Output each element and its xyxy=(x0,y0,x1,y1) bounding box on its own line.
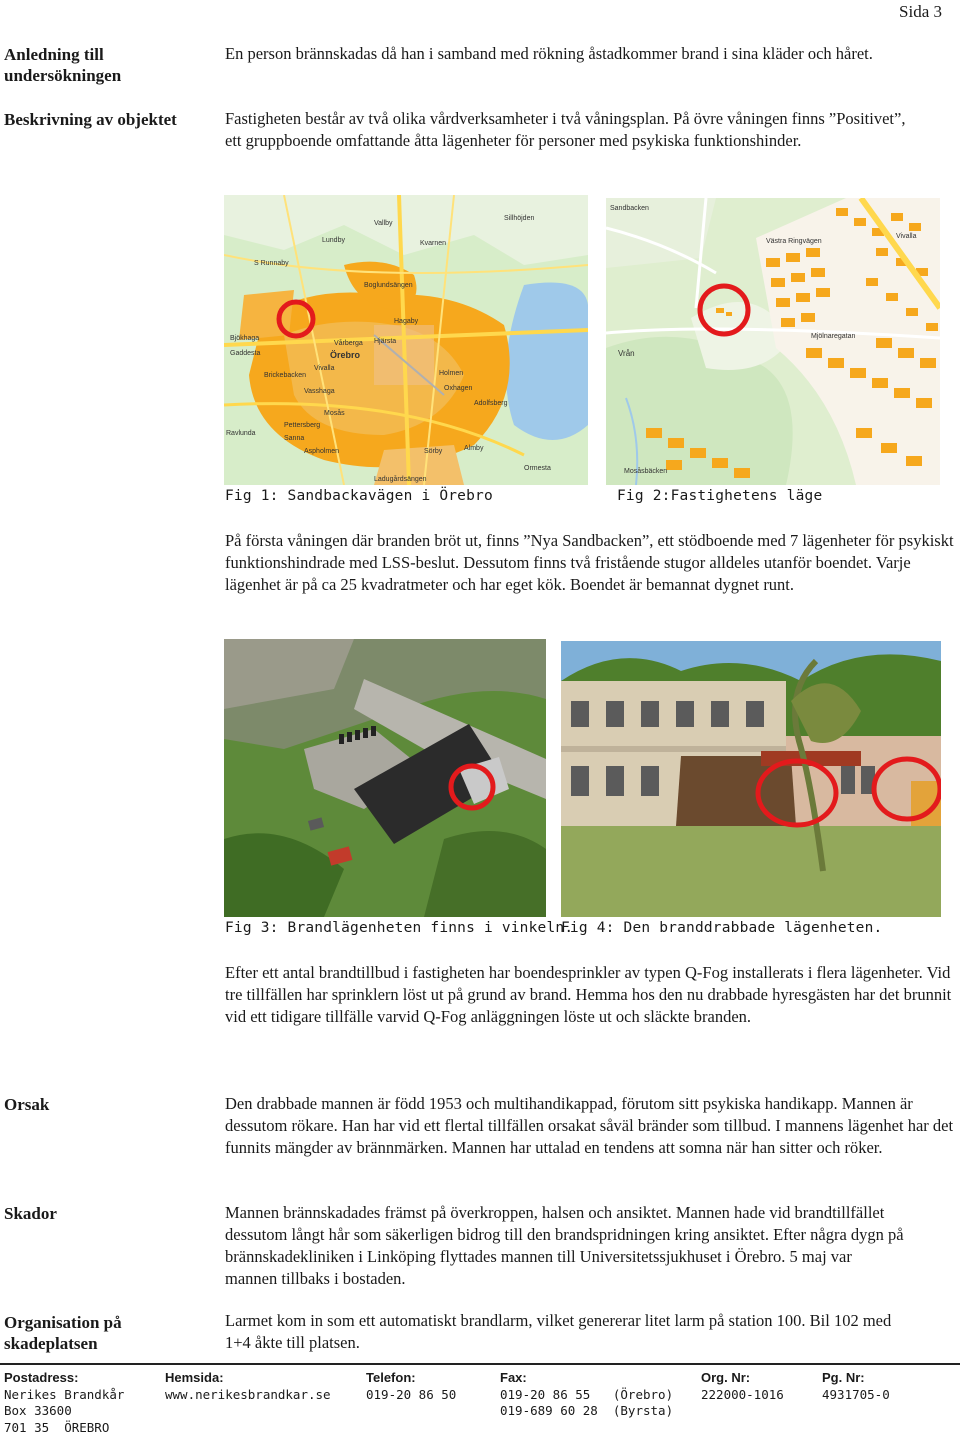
map-label: S Runnaby xyxy=(254,260,289,267)
map-label: Vårberga xyxy=(334,340,363,347)
map-label: Pettersberg xyxy=(284,422,321,429)
map-label: Mosåsbäcken xyxy=(624,468,668,475)
text-object-2: På första våningen där branden bröt ut, finns ”Nya Sandbacken”, ett stödboende med 7 lägenheter för psykiskt funktionshindrade med LSS-beslut. Dessutom finns två fristående stugor alldeles utanför boendet. Varje lägenhet är på ca 25 kvadratmeter och har eget kök. Boendet är bemannat dygnet runt. xyxy=(225,531,954,594)
map-label: Boglundsängen xyxy=(364,282,413,289)
label-organisation: Organisation på skadeplatsen xyxy=(4,1313,122,1353)
map-label: Oxhagen xyxy=(444,385,473,392)
map-label: Vasshaga xyxy=(304,388,335,395)
footer-web-label: Hemsida: xyxy=(165,1370,224,1385)
footer-postal-line: Box 33600 xyxy=(4,1403,72,1418)
map-label: Sandbacken xyxy=(610,205,649,212)
footer-phone-label: Telefon: xyxy=(366,1370,416,1385)
location-map-graphic xyxy=(606,198,940,485)
text-object-1: Fastigheten består av två olika vårdverksamheter i två våningsplan. På övre våningen finns ”Positivet”, ett gruppboende omfattande åtta lägenheter för personer med psykiska funktionshinder. xyxy=(225,109,906,150)
text-organisation: Larmet kom in som ett automatiskt brandlarm, vilket genererar litet larm på station 100. Bil 102 med 1+4 åkte till platsen. xyxy=(225,1311,892,1352)
footer-fax-line: 019-689 60 28 (Byrsta) xyxy=(500,1403,674,1418)
footer-fax xyxy=(500,1370,673,1420)
map-label: Västra Ringvägen xyxy=(766,238,822,245)
caption-fig3: Fig 3: Brandlägenheten finns i vinkeln. xyxy=(225,920,574,936)
map-label: Ravlunda xyxy=(226,430,256,437)
text-damage: Mannen brännskadades främst på överkroppen, halsen och ansiktet. Mannen hade vid brandtillfället dessutom långt hår som säkerligen bidrog till den brandspridningen kring ansiktet. Efter några dygn på brännskadekliniken i Linköping flyttades mannen till Universitetssjukhuset i Örebro. 5 maj var mannen tillbaks i bostaden. xyxy=(225,1203,904,1288)
caption-fig4: Fig 4: Den branddrabbade lägenheten. xyxy=(561,920,883,936)
figure-1-city-map xyxy=(224,195,588,485)
map-label: Hagaby xyxy=(394,318,419,325)
map-label: Mosås xyxy=(324,410,345,417)
map-label: Kvarnen xyxy=(420,240,447,247)
text-object-3: Efter ett antal brandtillbud i fastigheten har boendesprinkler av typen Q-Fog installerats i flera lägenheter. Vid tre tillfällen har sprinklern löst ut på grund av brand. Hemma hos den nu drabbade hyresgästen har det brunnit vid ett tidigare tillfälle varvid Q-Fog anläggningen löste ut och släckte branden. xyxy=(225,963,952,1026)
map-label: Brickebacken xyxy=(264,372,307,379)
map-label: Bjökhaga xyxy=(230,335,260,342)
map-label: Ladugårdsängen xyxy=(374,476,427,483)
label-object: Beskrivning av objektet xyxy=(4,110,177,129)
map-label: Örebro xyxy=(330,350,361,360)
map-label: Vivalla xyxy=(896,233,917,240)
caption-fig2: Fig 2:Fastighetens läge xyxy=(617,488,823,504)
figure-3-aerial-photo xyxy=(224,639,546,917)
text-intro: En person brännskadas då han i samband med rökning åstadkommer brand i sina kläder och håret. xyxy=(225,44,873,63)
footer-postal-label: Postadress: xyxy=(4,1370,79,1385)
label-intro: Anledning till undersökningen xyxy=(4,45,122,85)
label-cause: Orsak xyxy=(4,1095,50,1114)
label-damage: Skador xyxy=(4,1204,57,1223)
footer-postal-line: Nerikes Brandkår xyxy=(4,1386,125,1402)
map-label: Vivalla xyxy=(314,365,335,372)
map-label: Lundby xyxy=(322,237,345,244)
figure-2-location-map xyxy=(606,198,940,485)
figure-4-building-photo xyxy=(561,641,941,917)
map-label: Mjölnaregatan xyxy=(811,333,856,340)
city-map-graphic xyxy=(224,195,588,485)
footer-pg xyxy=(822,1370,890,1403)
map-label: Sillhöjden xyxy=(504,215,535,222)
footer-org-label: Org. Nr: xyxy=(701,1370,751,1385)
map-label: Sörby xyxy=(424,448,443,455)
text-cause: Den drabbade mannen är född 1953 och multihandikappad, förutom sitt psykiska handikapp. Mannen är dessutom rökare. Han har vid ett flertal tillfällen orsakat såväl bränder som tillbud. I mannens lägenhet har det funnits mängder av brännmärken. Mannen har uttalad en tendens att somna när han sitter och röker. xyxy=(225,1094,954,1157)
footer-org xyxy=(701,1370,784,1403)
footer-pg-value: 4931705-0 xyxy=(822,1386,890,1402)
footer-phone xyxy=(366,1370,456,1403)
map-label: Adolfsberg xyxy=(474,400,508,407)
footer-postal-line: 701 35 ÖREBRO xyxy=(4,1419,110,1435)
map-label: Vallby xyxy=(374,220,393,227)
map-label: Gaddesta xyxy=(230,350,261,357)
map-label: Almby xyxy=(464,445,484,452)
footer-postal xyxy=(4,1370,124,1436)
footer-divider xyxy=(0,1363,960,1365)
footer-pg-label: Pg. Nr: xyxy=(822,1370,865,1385)
map-label: Sanna xyxy=(284,435,305,442)
footer-fax-label: Fax: xyxy=(500,1370,527,1385)
footer-web-link[interactable]: www.nerikesbrandkar.se xyxy=(165,1386,331,1402)
map-label: Holmen xyxy=(439,370,464,377)
map-label: Aspholmen xyxy=(304,448,340,455)
caption-fig1: Fig 1: Sandbackavägen i Örebro xyxy=(225,488,493,504)
page-number: Sida 3 xyxy=(899,2,942,21)
map-label: Hjärsta xyxy=(374,338,397,345)
map-label: Ormesta xyxy=(524,465,551,472)
building-photo-graphic xyxy=(561,641,941,917)
aerial-photo-graphic xyxy=(224,639,546,917)
footer-phone-value: 019-20 86 50 xyxy=(366,1386,457,1402)
footer-web xyxy=(165,1370,331,1403)
map-label: Vrån xyxy=(618,349,635,358)
footer-org-value: 222000-1016 xyxy=(701,1386,784,1402)
footer-fax-line: 019-20 86 55 (Örebro) xyxy=(500,1386,674,1402)
